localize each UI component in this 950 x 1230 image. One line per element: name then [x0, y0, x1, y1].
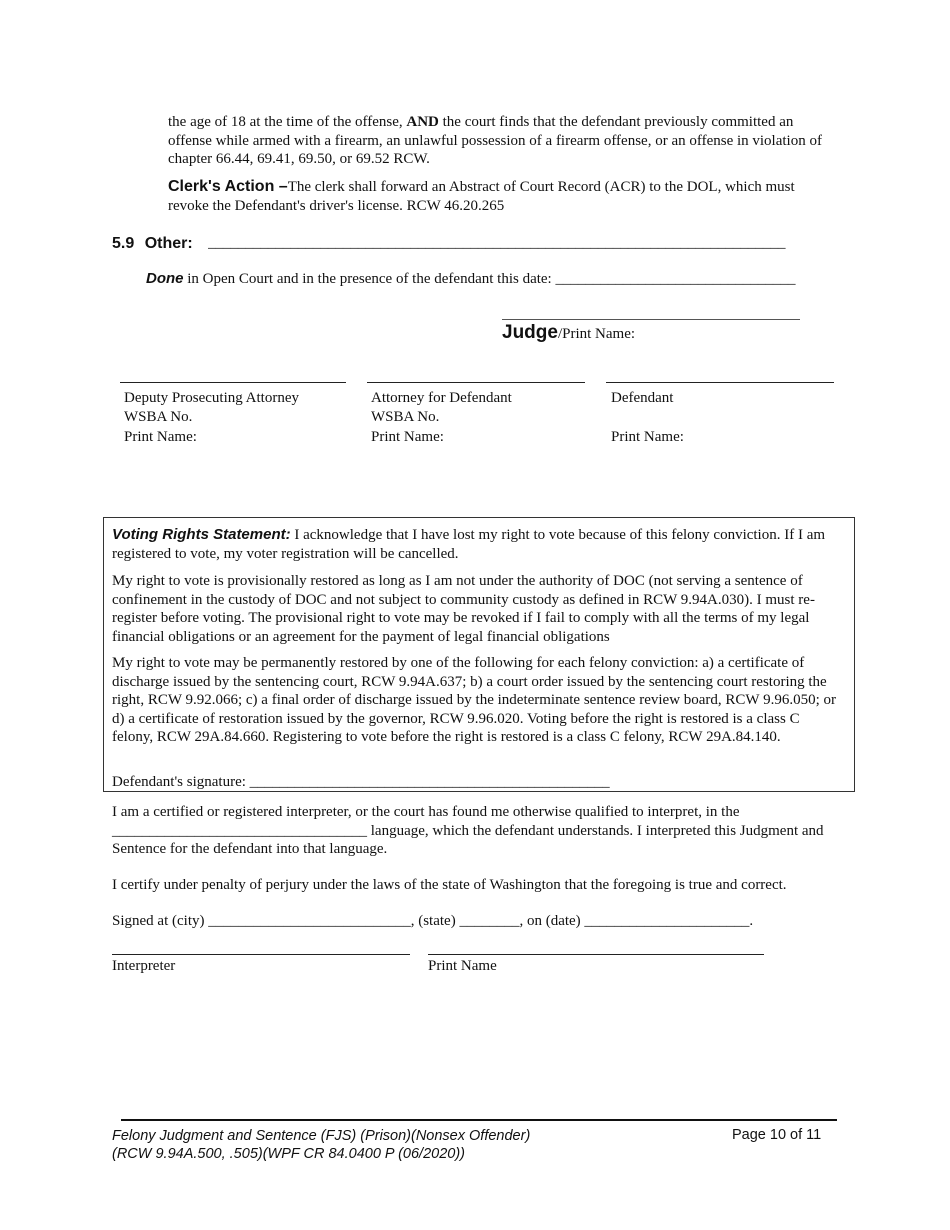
signature-wsba: WSBA No.	[371, 408, 440, 425]
judge-lead: Judge	[502, 322, 558, 343]
offense-text-a: the age of 18 at the time of the offense,	[168, 114, 407, 130]
signature-title: Attorney for Defendant	[371, 390, 512, 406]
offense-paragraph	[168, 113, 838, 169]
certify-statement: I certify under penalty of perjury under the laws of the state of Washington that the foregoing is true and correct.	[112, 877, 787, 893]
signature-line-defendant[interactable]	[606, 382, 834, 383]
judge-print-name: /Print Name:	[557, 326, 636, 342]
footer-rule	[121, 1119, 837, 1121]
signature-block-defendant	[611, 389, 684, 447]
interpreter-label: Interpreter	[112, 958, 176, 974]
interpreter-statement: I am a certified or registered interpreter, or the court has found me otherwise qualified to interpret, in the __________________________________ language, which the defendant understands. I interpreted this Judgment and Sentence for the defendant into that language.	[112, 804, 824, 857]
voting-rights-p1-text: I acknowledge that I have lost my right to vote because of this felony conviction. If I am registered to vote, my voter registration will be cancelled.	[112, 527, 826, 562]
voting-rights-p2: My right to vote is provisionally restored as long as I am not under the authority of DOC (not serving a sentence of confinement in the custody of DOC and not subject to community custody as defined in RCW 9.94A.030). I must re-register before voting. The provisional right to vote may be revoked if I fail to comply with all the terms of my legal financial obligations or an agreement for the payment of legal financial obligations	[112, 573, 815, 645]
interpreter-print-name-line[interactable]	[428, 954, 764, 955]
clerks-action-paragraph	[168, 178, 838, 215]
signature-line-attorney[interactable]	[367, 382, 585, 383]
footer-title	[112, 1127, 530, 1163]
print-name-label: Print Name	[428, 958, 497, 974]
signature-block-attorney	[371, 389, 512, 447]
signature-title: Defendant	[611, 390, 674, 406]
other-line[interactable]: _____________________________________________________________________________	[208, 235, 786, 251]
voting-rights-heading: Voting Rights Statement:	[112, 526, 291, 543]
clerks-action-heading: Clerk's Action –	[168, 178, 288, 195]
voting-rights-p1	[112, 526, 844, 563]
judge-signature-line[interactable]	[502, 319, 800, 320]
signature-print-name: Print Name:	[611, 429, 684, 445]
section-label: Other:	[144, 235, 193, 252]
done-lead: Done	[146, 270, 184, 287]
done-text: in Open Court and in the presence of the defendant this date: ________________________________	[183, 271, 796, 287]
judge-label	[502, 322, 635, 344]
voting-rights-p3: My right to vote may be permanently restored by one of the following for each felony conviction: a) a certificate of discharge issued by the sentencing court, RCW 9.94A.637; b) a court order issued by the sentencing court restoring the right, RCW 9.92.066; c) a final order of discharge issued by the indeterminate sentence review board, RCW 9.96.050; or d) a certificate of restoration issued by the governor, RCW 9.96.020. Voting before the right is restored is a class C felony, RCW 29A.84.660. Registering to vote before the right is restored is a class C felony, RCW 29A.84.140.	[112, 655, 836, 745]
and-bold: AND	[406, 114, 439, 130]
signature-wsba	[611, 408, 684, 427]
signature-print-name: Print Name:	[124, 429, 197, 445]
signature-print-name: Print Name:	[371, 429, 444, 445]
footer-line-2: (RCW 9.94A.500, .505)(WPF CR 84.0400 P (06/2020))	[112, 1146, 465, 1162]
signature-block-prosecutor	[124, 389, 299, 447]
signature-wsba: WSBA No.	[124, 408, 193, 425]
section-5-9	[112, 235, 193, 253]
signature-title: Deputy Prosecuting Attorney	[124, 390, 299, 406]
defendant-signature-line[interactable]: Defendant's signature: ________________________________________________	[112, 774, 610, 790]
section-number: 5.9	[112, 235, 135, 252]
offense-text-b: the court finds that the defendant previously committed an offense while armed with a firearm, an unlawful possession of a firearm offense, or an offense in violation of chapter 66.44, 69.41, 69.50, or 69.52 RCW.	[168, 114, 822, 167]
footer-line-1: Felony Judgment and Sentence (FJS) (Prison)(Nonsex Offender)	[112, 1128, 531, 1144]
done-line	[146, 270, 806, 288]
signed-at-line[interactable]: Signed at (city) ___________________________, (state) ________, on (date) ______________________.	[112, 913, 754, 929]
interpreter-signature-line[interactable]	[112, 954, 410, 955]
page-number: Page 10 of 11	[732, 1127, 822, 1143]
clerks-action-text: The clerk shall forward an Abstract of Court Record (ACR) to the DOL, which must revoke the Defendant's driver's license. RCW 46.20.265	[168, 179, 795, 214]
signature-line-prosecutor[interactable]	[120, 382, 346, 383]
